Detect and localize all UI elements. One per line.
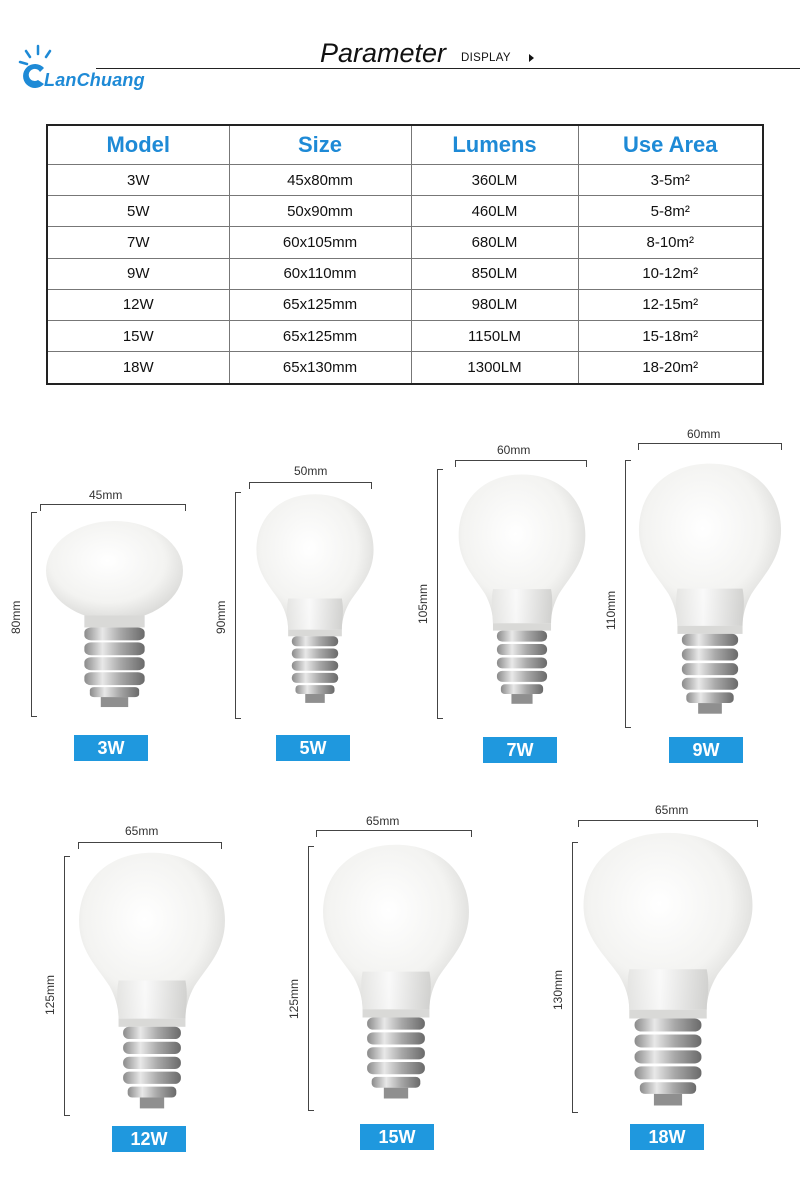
cell-lumens: 680LM [411, 227, 578, 258]
table-header-row [47, 125, 763, 165]
bulb-width-label: 65mm [366, 814, 400, 828]
table-row [47, 321, 763, 352]
bulb-height-label: 125mm [43, 974, 57, 1015]
brand-logo-text: LanChuang [44, 70, 145, 90]
model-badge-3w: 3W [74, 735, 148, 761]
width-dimension-line [40, 504, 186, 511]
cell-size: 65x130mm [229, 352, 411, 384]
width-dimension-line [78, 842, 222, 849]
table-row [47, 227, 763, 258]
triangle-right-icon [529, 54, 534, 62]
cell-model: 15W [47, 321, 229, 352]
cell-size: 50x90mm [229, 196, 411, 227]
cell-model: 12W [47, 289, 229, 320]
bulb-width-label: 60mm [497, 443, 531, 457]
bulb-height-label: 80mm [9, 600, 23, 634]
width-dimension-line [455, 460, 587, 467]
cell-lumens: 1150LM [411, 321, 578, 352]
cell-model: 9W [47, 258, 229, 289]
model-badge-9w: 9W [669, 737, 743, 763]
cell-lumens: 1300LM [411, 352, 578, 384]
column-header-use-area: Use Area [578, 125, 763, 165]
model-badge-7w: 7W [483, 737, 557, 763]
cell-model: 7W [47, 227, 229, 258]
cell-use-area: 18-20m² [578, 352, 763, 384]
cell-lumens: 360LM [411, 165, 578, 196]
page-title: Parameter [320, 38, 447, 68]
cell-use-area: 5-8m² [578, 196, 763, 227]
width-dimension-line [249, 482, 372, 489]
bulb-height-label: 125mm [287, 978, 301, 1019]
cell-model: 5W [47, 196, 229, 227]
parameter-table [46, 124, 764, 385]
height-dimension-line [308, 846, 314, 1111]
header-divider [96, 68, 800, 69]
height-dimension-line [572, 842, 578, 1113]
model-badge-18w: 18W [630, 1124, 704, 1150]
column-header-size: Size [229, 125, 411, 165]
width-dimension-line [316, 830, 472, 837]
cell-size: 45x80mm [229, 165, 411, 196]
bulb-width-label: 50mm [294, 464, 328, 478]
cell-lumens: 460LM [411, 196, 578, 227]
bulb-width-label: 65mm [655, 803, 689, 817]
led-bulb-9w-image [636, 461, 784, 727]
bulb-height-label: 110mm [604, 590, 618, 630]
table-row [47, 352, 763, 384]
cell-use-area: 10-12m² [578, 258, 763, 289]
bulb-width-label: 65mm [125, 824, 159, 838]
bulb-height-label: 105mm [416, 583, 430, 624]
model-badge-5w: 5W [276, 735, 350, 761]
page-subtitle: DISPLAY [461, 52, 511, 64]
table-row [47, 196, 763, 227]
column-header-lumens: Lumens [411, 125, 578, 165]
led-bulb-7w-image [456, 472, 588, 716]
cell-use-area: 12-15m² [578, 289, 763, 320]
bulb-width-label: 60mm [687, 427, 721, 441]
width-dimension-line [578, 820, 758, 827]
height-dimension-line [625, 460, 631, 728]
column-header-model: Model [106, 132, 171, 157]
bulb-height-label: 90mm [214, 600, 228, 634]
cell-lumens: 850LM [411, 258, 578, 289]
led-bulb-3w-image [46, 516, 183, 715]
cell-lumens: 980LM [411, 289, 578, 320]
height-dimension-line [235, 492, 241, 719]
cell-size: 60x110mm [229, 258, 411, 289]
cell-model: 3W [47, 165, 229, 196]
cell-size: 65x125mm [229, 289, 411, 320]
led-bulb-12w-image [76, 850, 228, 1122]
height-dimension-line [437, 469, 443, 719]
height-dimension-line [31, 512, 37, 717]
cell-size: 60x105mm [229, 227, 411, 258]
table-row [47, 165, 763, 196]
height-dimension-line [64, 856, 70, 1116]
table-row [47, 289, 763, 320]
cell-use-area: 8-10m² [578, 227, 763, 258]
led-bulb-15w-image [320, 842, 472, 1112]
bulb-height-label: 130mm [551, 969, 565, 1010]
cell-use-area: 3-5m² [578, 165, 763, 196]
led-bulb-18w-image [580, 830, 756, 1120]
bulb-width-label: 45mm [89, 488, 123, 502]
model-badge-12w: 12W [112, 1126, 186, 1152]
cell-size: 65x125mm [229, 321, 411, 352]
cell-use-area: 15-18m² [578, 321, 763, 352]
model-badge-15w: 15W [360, 1124, 434, 1150]
table-row [47, 258, 763, 289]
width-dimension-line [638, 443, 782, 450]
cell-model: 18W [47, 352, 229, 384]
led-bulb-5w-image [254, 492, 376, 714]
